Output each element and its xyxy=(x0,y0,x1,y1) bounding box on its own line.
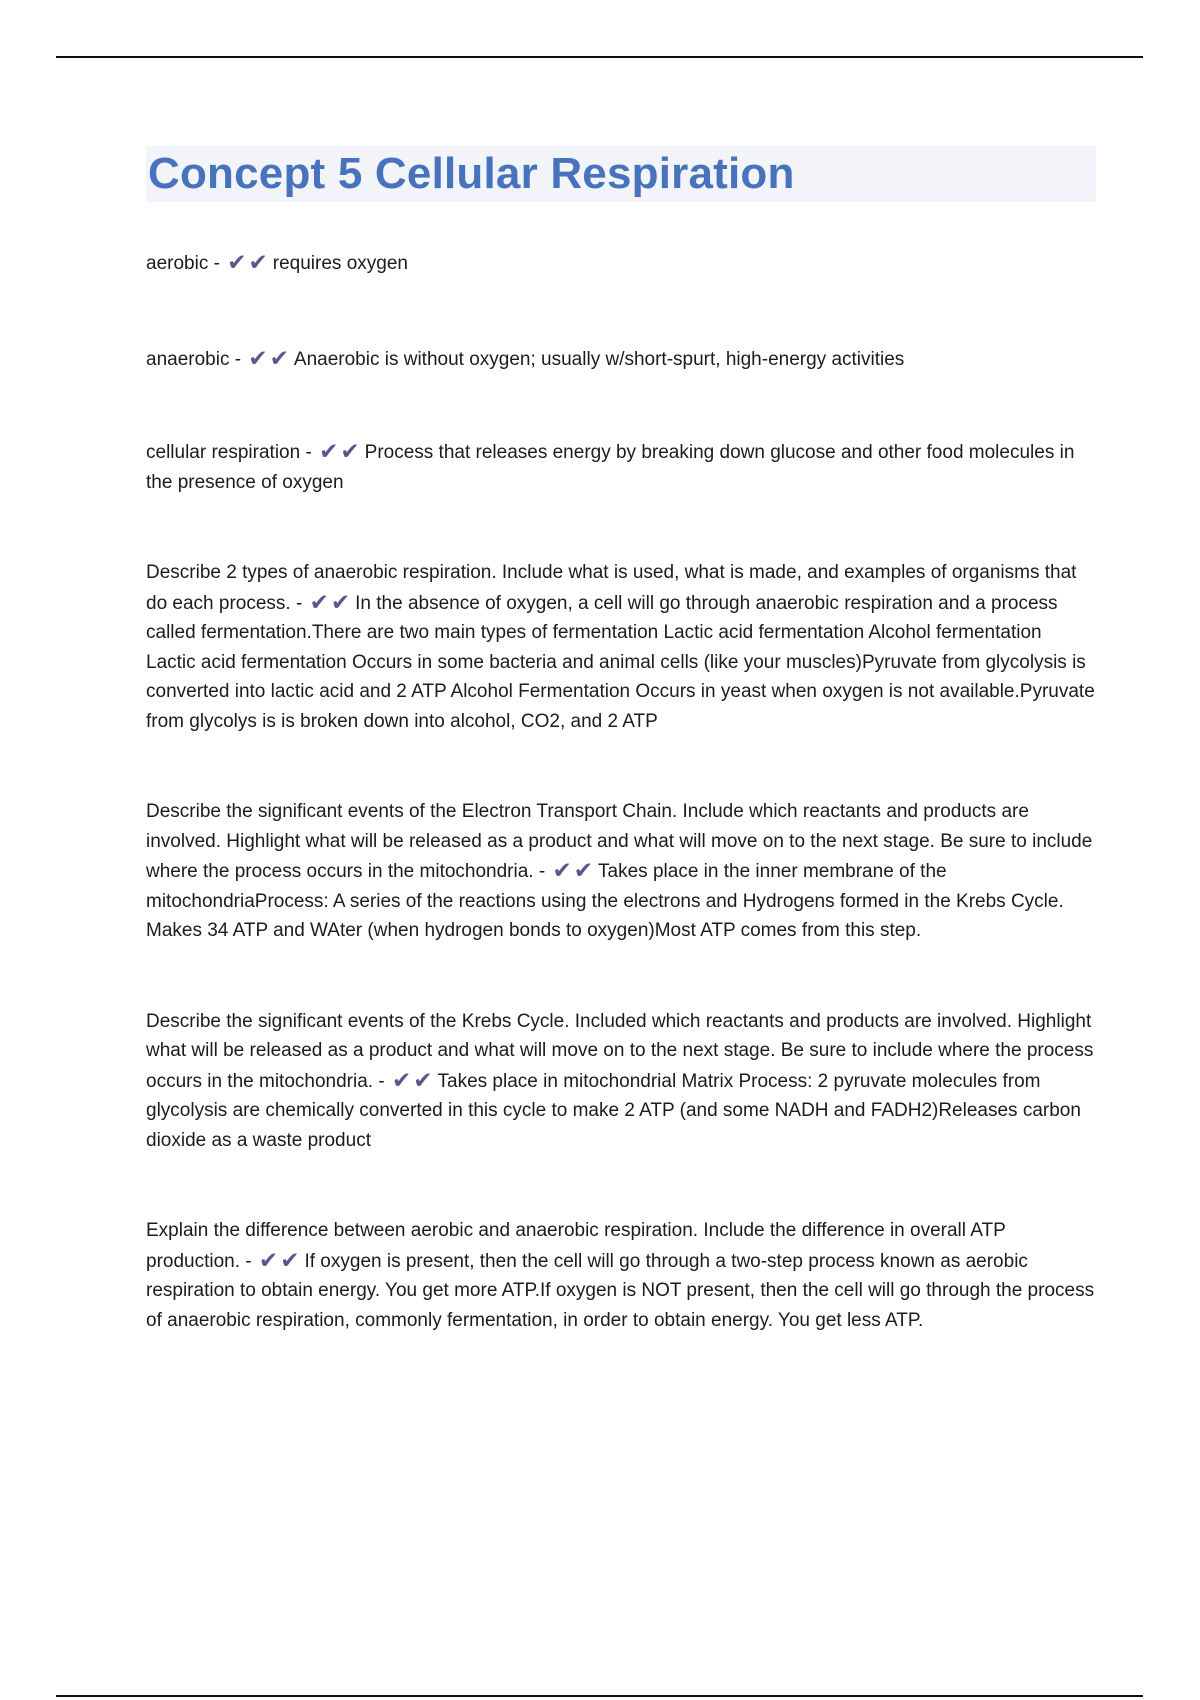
flashcard-anaerobic-types xyxy=(146,558,1096,736)
check-icon: ✔ xyxy=(413,1066,435,1093)
term-separator: - xyxy=(533,861,551,882)
check-icon: ✔ xyxy=(340,438,362,464)
check-icon: ✔ xyxy=(258,1246,281,1273)
flashcard-term: anaerobic xyxy=(146,348,230,370)
check-icon: ✔ xyxy=(269,344,291,371)
flashcard-answer: Takes place in the inner membrane of the mitochondriaProcess: A series of the reactions using the electrons and Hydrogens formed in the Krebs Cycle. Makes 34 ATP and WAter (when hydrogen bonds to oxygen)Most ATP comes from this step. xyxy=(146,861,1064,941)
double-check-icon xyxy=(259,1246,302,1276)
term-separator: - xyxy=(300,442,318,463)
term-separator: - xyxy=(373,1070,390,1092)
check-icon: ✔ xyxy=(227,249,249,275)
check-icon: ✔ xyxy=(248,249,270,275)
page-title: Concept 5 Cellular Respiration xyxy=(148,149,795,198)
flashcard-electron-transport-chain xyxy=(146,797,1096,946)
double-check-icon xyxy=(310,588,353,618)
check-icon: ✔ xyxy=(309,588,331,615)
check-icon: ✔ xyxy=(330,588,353,615)
flashcard-term: Explain the difference between aerobic and anaerobic respiration. Include the difference in overall ATP production. xyxy=(146,1220,1006,1272)
flashcard-answer: Process that releases energy by breaking down glucose and other food molecules in the presence of oxygen xyxy=(146,442,1075,493)
flashcard-answer: Takes place in mitochondrial Matrix Process: 2 pyruvate molecules from glycolysis are chemically converted in this cycle to make 2 ATP (and some NADH and FADH2)Releases carbon dioxide as a waste product xyxy=(146,1070,1081,1151)
flashcard-term: aerobic xyxy=(146,253,209,274)
flashcard-cellular-respiration xyxy=(146,437,1096,497)
check-icon: ✔ xyxy=(573,857,596,883)
term-separator: - xyxy=(229,348,247,370)
double-check-icon xyxy=(552,856,595,886)
check-icon: ✔ xyxy=(319,438,341,464)
flashcard-answer: If oxygen is present, then the cell will go through a two-step process known as aerobic respiration to obtain energy. You get more ATP.If oxygen is NOT present, then the cell will go through the process of anaerobic respiration, commonly fermentation, in order to obtain energy. You get less ATP. xyxy=(146,1250,1095,1331)
top-rule xyxy=(56,56,1143,58)
flashcard-krebs-cycle xyxy=(146,1007,1096,1156)
term-separator: - xyxy=(240,1250,257,1272)
flashcard-term: Describe the significant events of the Krebs Cycle. Included which reactants and products are involved. Highlight what will be released as a product and what will move on to the next stage. Be sure to include where the process occurs in the mitochondria. xyxy=(146,1010,1094,1092)
flashcard-aerobic-vs-anaerobic xyxy=(146,1216,1096,1335)
flashcard-answer: requires oxygen xyxy=(272,253,408,274)
double-check-icon xyxy=(319,437,362,467)
double-check-icon xyxy=(227,248,270,278)
flashcard-term: Describe 2 types of anaerobic respiration. Include what is used, what is made, and examples of organisms that do each process. xyxy=(146,562,1077,614)
check-icon: ✔ xyxy=(280,1246,302,1273)
flashcard-answer: Anaerobic is without oxygen; usually w/short-spurt, high-energy activities xyxy=(293,348,905,370)
double-check-icon xyxy=(392,1066,435,1096)
flashcard-anaerobic xyxy=(146,344,1096,375)
flashcard-aerobic xyxy=(146,248,1096,279)
check-icon: ✔ xyxy=(391,1066,414,1093)
flashcard-answer: In the absence of oxygen, a cell will go through anaerobic respiration and a process called fermentation.There are two main types of fermentation Lactic acid fermentation Alcohol fermentation Lactic acid fermentation Occurs in some bacteria and animal cells (like your muscles)Pyruvate from glycolysis is converted into lactic acid and 2 ATP Alcohol Fermentation Occurs in yeast when oxygen is not available.Pyruvate from glycolys is is broken down into alcohol, CO2, and 2 ATP xyxy=(146,592,1095,732)
check-icon: ✔ xyxy=(552,857,574,883)
term-separator: - xyxy=(208,253,226,274)
document-page xyxy=(146,146,1096,1335)
flashcard-term: Describe the significant events of the Electron Transport Chain. Include which reactants and products are involved. Highlight what will be released as a product and what will move on to the next stage. Be sure to include where the process occurs in the mitochondria. xyxy=(146,801,1093,882)
title-band xyxy=(146,146,1096,202)
double-check-icon xyxy=(248,344,291,374)
term-separator: - xyxy=(290,592,308,614)
check-icon: ✔ xyxy=(248,344,270,371)
flashcard-term: cellular respiration xyxy=(146,442,301,463)
bottom-rule xyxy=(56,1695,1143,1697)
